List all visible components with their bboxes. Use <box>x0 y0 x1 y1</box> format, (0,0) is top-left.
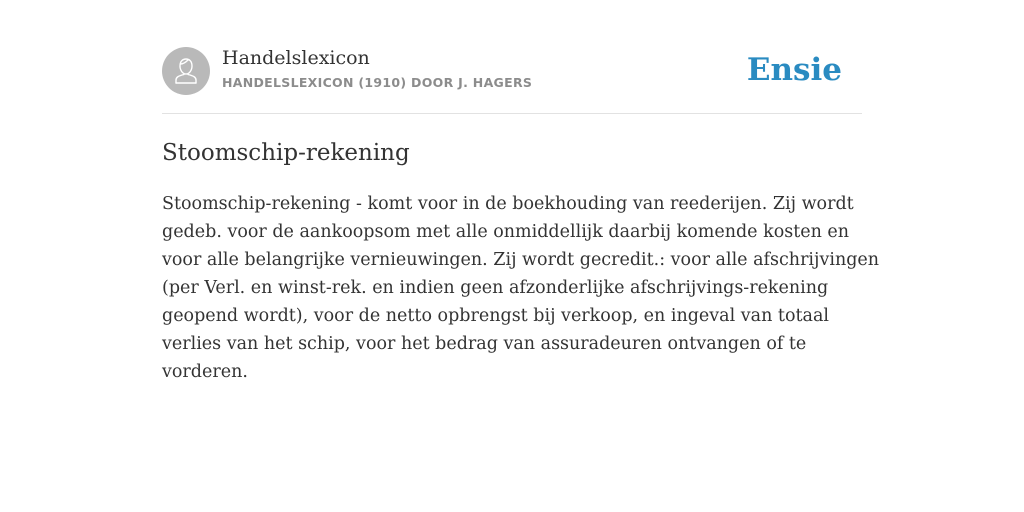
article-body-line: voor alle belangrijke vernieuwingen. Zij wordt gecredit.: voor alle afschrijvingen <box>162 250 880 270</box>
article-body-line: (per Verl. en winst-rek. en indien geen afzonderlijke afschrijvings-rekening <box>162 278 829 298</box>
article-body-line: geopend wordt), voor de netto opbrengst bij verkoop, en ingeval van totaal <box>162 306 829 326</box>
source-name[interactable]: Handelslexicon <box>222 47 370 69</box>
article-body-line: verlies van het schip, voor het bedrag van assuradeuren ontvangen of te <box>162 334 807 354</box>
header-divider <box>162 113 862 114</box>
source-subtitle: HANDELSLEXICON (1910) DOOR J. HAGERS <box>222 75 533 90</box>
article-title: Stoomschip-rekening <box>162 140 410 166</box>
article-body-line: gedeb. voor de aankoopsom met alle onmiddellijk daarbij komende kosten en <box>162 222 850 242</box>
article-body-line: Stoomschip-rekening - komt voor in de boekhouding van reederijen. Zij wordt <box>162 194 854 214</box>
ensie-logo[interactable]: Ensie <box>746 52 842 88</box>
article-body <box>162 190 880 386</box>
user-avatar-icon[interactable] <box>162 47 210 95</box>
article-body-line: vorderen. <box>162 362 248 382</box>
header <box>162 46 862 96</box>
